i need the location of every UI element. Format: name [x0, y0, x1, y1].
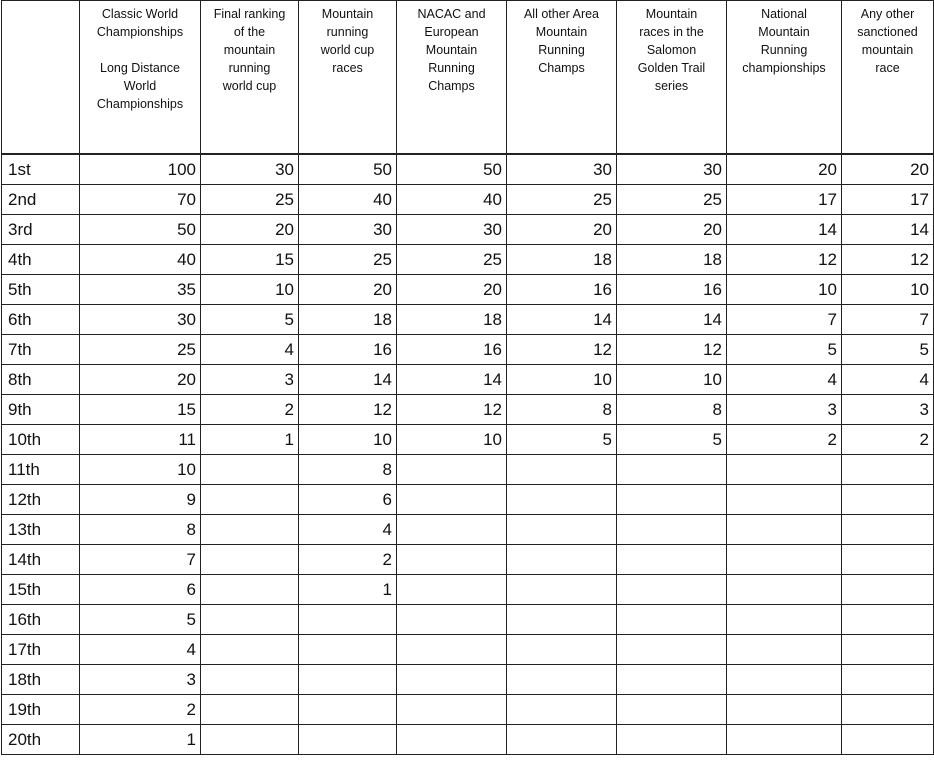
points-cell: [201, 545, 299, 575]
points-cell: 14: [507, 305, 617, 335]
table-row: [2, 485, 934, 515]
points-cell: 5: [842, 335, 934, 365]
points-cell: [507, 485, 617, 515]
points-cell: [727, 665, 842, 695]
column-header-nacac-european-mountain-running-champs: [397, 1, 507, 155]
table-row: [2, 395, 934, 425]
points-cell: [397, 605, 507, 635]
points-cell: [299, 665, 397, 695]
column-header-rank: [2, 1, 80, 155]
points-cell: [617, 605, 727, 635]
points-cell: 14: [397, 365, 507, 395]
points-cell: [397, 635, 507, 665]
points-cell: [842, 575, 934, 605]
points-cell: 7: [80, 545, 201, 575]
points-cell: [727, 455, 842, 485]
points-cell: [727, 485, 842, 515]
points-cell: 25: [397, 245, 507, 275]
points-cell: [299, 635, 397, 665]
points-cell: 8: [507, 395, 617, 425]
points-cell: 16: [617, 275, 727, 305]
points-cell: 8: [299, 455, 397, 485]
points-cell: 12: [842, 245, 934, 275]
points-cell: 5: [80, 605, 201, 635]
points-cell: [397, 725, 507, 755]
rank-cell: 7th: [2, 335, 80, 365]
table-row: [2, 515, 934, 545]
points-cell: 14: [299, 365, 397, 395]
column-header-national-mountain-running-championships: [727, 1, 842, 155]
points-cell: [617, 455, 727, 485]
points-cell: 20: [842, 154, 934, 185]
points-cell: 6: [299, 485, 397, 515]
points-cell: [617, 725, 727, 755]
rank-cell: 11th: [2, 455, 80, 485]
points-cell: [617, 695, 727, 725]
points-cell: [201, 605, 299, 635]
points-cell: 3: [201, 365, 299, 395]
points-cell: [201, 635, 299, 665]
column-header-text: National Mountain Running championships: [742, 7, 826, 75]
rank-cell: 8th: [2, 365, 80, 395]
points-cell: [727, 725, 842, 755]
points-cell: [507, 725, 617, 755]
column-header-mountain-races-salomon-golden-trail-series: [617, 1, 727, 155]
points-cell: [727, 575, 842, 605]
rank-cell: 1st: [2, 154, 80, 185]
points-cell: [842, 455, 934, 485]
table-row: [2, 575, 934, 605]
points-cell: [507, 515, 617, 545]
table-row: [2, 725, 934, 755]
points-cell: 20: [80, 365, 201, 395]
points-cell: [727, 545, 842, 575]
points-cell: 30: [299, 215, 397, 245]
points-cell: 2: [727, 425, 842, 455]
points-cell: 7: [727, 305, 842, 335]
points-cell: 50: [80, 215, 201, 245]
points-cell: 100: [80, 154, 201, 185]
points-cell: [201, 695, 299, 725]
table-row: [2, 635, 934, 665]
points-cell: 4: [727, 365, 842, 395]
points-cell: 1: [299, 575, 397, 605]
points-cell: 35: [80, 275, 201, 305]
points-cell: 16: [507, 275, 617, 305]
points-cell: [397, 485, 507, 515]
points-cell: 12: [617, 335, 727, 365]
column-header-text: Final ranking of the mountain running world cup: [213, 7, 286, 93]
points-cell: 50: [299, 154, 397, 185]
points-cell: [201, 725, 299, 755]
table-row: [2, 695, 934, 725]
points-cell: [842, 485, 934, 515]
points-cell: 16: [299, 335, 397, 365]
points-cell: [507, 455, 617, 485]
column-header-text: Any other sanctioned mountain race: [857, 7, 918, 75]
points-cell: 3: [80, 665, 201, 695]
points-cell: 30: [397, 215, 507, 245]
points-cell: [507, 575, 617, 605]
points-cell: 5: [617, 425, 727, 455]
points-table: [1, 0, 934, 755]
points-cell: [617, 515, 727, 545]
points-cell: 5: [507, 425, 617, 455]
points-cell: 25: [617, 185, 727, 215]
points-cell: 4: [201, 335, 299, 365]
points-cell: 40: [397, 185, 507, 215]
table-row: [2, 455, 934, 485]
points-cell: 8: [617, 395, 727, 425]
points-cell: [842, 695, 934, 725]
points-cell: 70: [80, 185, 201, 215]
points-cell: 25: [507, 185, 617, 215]
points-cell: 10: [299, 425, 397, 455]
points-cell: [842, 635, 934, 665]
points-cell: [842, 605, 934, 635]
table-row: [2, 665, 934, 695]
points-cell: [201, 485, 299, 515]
table-row: [2, 365, 934, 395]
points-cell: 14: [617, 305, 727, 335]
rank-cell: 19th: [2, 695, 80, 725]
points-cell: 50: [397, 154, 507, 185]
table-row: [2, 605, 934, 635]
points-cell: 25: [80, 335, 201, 365]
column-header-any-other-sanctioned-mountain-race: [842, 1, 934, 155]
column-header-final-ranking-mountain-running-world-cup: [201, 1, 299, 155]
points-cell: [727, 605, 842, 635]
points-cell: 40: [299, 185, 397, 215]
points-cell: 12: [727, 245, 842, 275]
points-cell: 25: [201, 185, 299, 215]
points-cell: 12: [299, 395, 397, 425]
points-cell: [201, 455, 299, 485]
table-row: [2, 275, 934, 305]
points-cell: 10: [80, 455, 201, 485]
column-header-all-other-area-mountain-running-champs: [507, 1, 617, 155]
rank-cell: 3rd: [2, 215, 80, 245]
points-cell: [727, 515, 842, 545]
points-cell: 20: [617, 215, 727, 245]
points-cell: [617, 635, 727, 665]
table-row: [2, 185, 934, 215]
points-cell: [507, 605, 617, 635]
points-cell: [299, 605, 397, 635]
rank-cell: 12th: [2, 485, 80, 515]
points-cell: [299, 695, 397, 725]
points-cell: 9: [80, 485, 201, 515]
points-cell: 10: [842, 275, 934, 305]
table-row: [2, 154, 934, 185]
column-header-text: All other Area Mountain Running Champs: [523, 7, 600, 75]
points-cell: 4: [299, 515, 397, 545]
points-cell: 8: [80, 515, 201, 545]
rank-cell: 5th: [2, 275, 80, 305]
rank-cell: 9th: [2, 395, 80, 425]
rank-cell: 4th: [2, 245, 80, 275]
points-cell: [299, 725, 397, 755]
points-cell: 18: [397, 305, 507, 335]
points-cell: [397, 575, 507, 605]
points-cell: 5: [201, 305, 299, 335]
points-cell: 3: [842, 395, 934, 425]
points-cell: 7: [842, 305, 934, 335]
points-cell: [201, 575, 299, 605]
rank-cell: 2nd: [2, 185, 80, 215]
column-header-text: Mountain running world cup races: [320, 7, 375, 75]
points-cell: [397, 665, 507, 695]
points-cell: [617, 485, 727, 515]
points-cell: 15: [80, 395, 201, 425]
rank-cell: 18th: [2, 665, 80, 695]
points-cell: 10: [507, 365, 617, 395]
column-header-classic-world-championships: [80, 1, 201, 155]
points-cell: 30: [80, 305, 201, 335]
points-cell: [397, 515, 507, 545]
table-header: [2, 1, 934, 155]
points-cell: 1: [201, 425, 299, 455]
column-header-mountain-running-world-cup-races: [299, 1, 397, 155]
points-cell: [617, 545, 727, 575]
points-cell: [842, 725, 934, 755]
rank-cell: 6th: [2, 305, 80, 335]
points-cell: 17: [842, 185, 934, 215]
points-cell: [507, 665, 617, 695]
rank-cell: 10th: [2, 425, 80, 455]
points-cell: 18: [299, 305, 397, 335]
points-cell: 4: [842, 365, 934, 395]
table-row: [2, 305, 934, 335]
points-cell: 11: [80, 425, 201, 455]
points-cell: [617, 575, 727, 605]
points-cell: [397, 545, 507, 575]
points-cell: 6: [80, 575, 201, 605]
rank-cell: 16th: [2, 605, 80, 635]
rank-cell: 13th: [2, 515, 80, 545]
points-cell: 40: [80, 245, 201, 275]
points-cell: 10: [397, 425, 507, 455]
points-cell: 3: [727, 395, 842, 425]
points-cell: 20: [727, 154, 842, 185]
points-cell: [617, 665, 727, 695]
points-cell: [727, 635, 842, 665]
points-cell: [842, 545, 934, 575]
points-cell: 2: [80, 695, 201, 725]
points-cell: 2: [842, 425, 934, 455]
points-cell: [842, 665, 934, 695]
points-cell: 10: [727, 275, 842, 305]
rank-cell: 20th: [2, 725, 80, 755]
table-row: [2, 425, 934, 455]
points-cell: 2: [299, 545, 397, 575]
table-row: [2, 545, 934, 575]
table-row: [2, 245, 934, 275]
points-cell: 17: [727, 185, 842, 215]
points-cell: 14: [727, 215, 842, 245]
points-cell: [507, 635, 617, 665]
rank-cell: 15th: [2, 575, 80, 605]
points-cell: 20: [299, 275, 397, 305]
table-row: [2, 215, 934, 245]
points-cell: 2: [201, 395, 299, 425]
rank-cell: 17th: [2, 635, 80, 665]
points-cell: 30: [507, 154, 617, 185]
points-cell: 25: [299, 245, 397, 275]
points-cell: 20: [507, 215, 617, 245]
points-cell: 16: [397, 335, 507, 365]
points-cell: 10: [617, 365, 727, 395]
points-cell: [201, 665, 299, 695]
points-cell: 30: [201, 154, 299, 185]
table-body: [2, 154, 934, 755]
points-cell: 1: [80, 725, 201, 755]
points-cell: [507, 545, 617, 575]
points-cell: 30: [617, 154, 727, 185]
rank-cell: 14th: [2, 545, 80, 575]
points-cell: 10: [201, 275, 299, 305]
points-cell: 18: [507, 245, 617, 275]
points-cell: 12: [507, 335, 617, 365]
points-cell: [507, 695, 617, 725]
points-cell: 15: [201, 245, 299, 275]
column-header-text: Mountain races in the Salomon Golden Trail series: [637, 7, 706, 93]
points-cell: 20: [201, 215, 299, 245]
points-cell: 4: [80, 635, 201, 665]
points-cell: [397, 695, 507, 725]
points-cell: 18: [617, 245, 727, 275]
points-cell: [842, 515, 934, 545]
column-header-text: NACAC and European Mountain Running Champs: [417, 7, 486, 93]
table-row: [2, 335, 934, 365]
points-cell: 14: [842, 215, 934, 245]
points-cell: 20: [397, 275, 507, 305]
points-cell: 12: [397, 395, 507, 425]
points-cell: [727, 695, 842, 725]
column-header-text: Long Distance World Championships: [96, 61, 184, 111]
points-cell: 5: [727, 335, 842, 365]
header-row: [2, 1, 934, 155]
points-cell: [201, 515, 299, 545]
points-cell: [397, 455, 507, 485]
column-header-text: Classic World Championships: [96, 7, 184, 39]
